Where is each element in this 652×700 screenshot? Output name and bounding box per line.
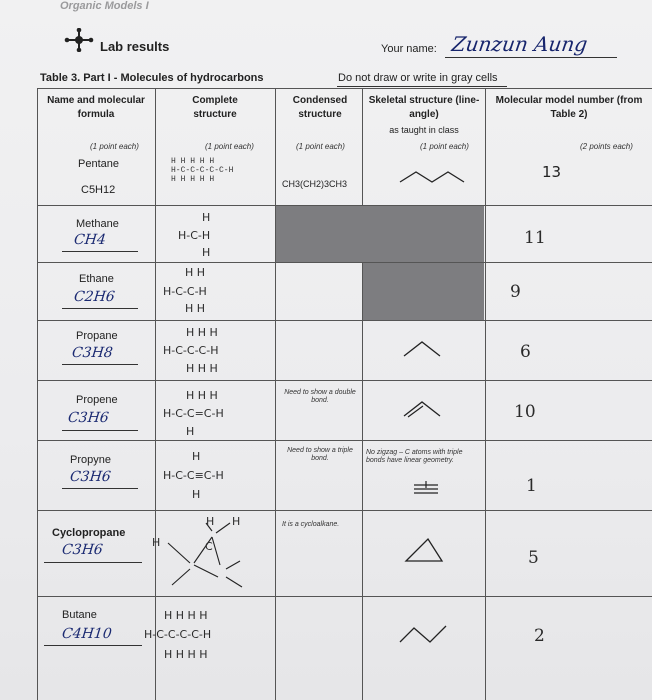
formula-underline bbox=[62, 251, 138, 252]
model-number-butane[interactable]: 2 bbox=[534, 626, 545, 646]
condensed-pentane: CH3(CH2)3CH3 bbox=[282, 179, 348, 189]
cyclopropane-h-top-left: H bbox=[206, 515, 215, 528]
complete-structure-propyne: H-C-C≡C-H bbox=[163, 469, 224, 482]
skeletal-propane bbox=[404, 340, 440, 358]
grid-line bbox=[37, 320, 652, 321]
skeletal-pentane bbox=[400, 168, 464, 190]
grid-line bbox=[37, 510, 652, 511]
skeletal-cyclopropane bbox=[404, 537, 444, 563]
row-name-propene: Propene bbox=[76, 394, 118, 406]
skeletal-propyne bbox=[414, 484, 438, 494]
complete-structure-methane: H-C-H bbox=[178, 229, 211, 242]
complete-structure-butane: H-C-C-C-C-H bbox=[144, 628, 212, 641]
formula-underline bbox=[62, 430, 138, 431]
complete-structure-butane-top: H H H H bbox=[164, 609, 208, 622]
row-name-methane: Methane bbox=[76, 218, 119, 230]
complete-structure-ethane-top: H H bbox=[185, 266, 206, 279]
formula-underline bbox=[44, 645, 142, 646]
model-number-propane[interactable]: 6 bbox=[520, 342, 531, 362]
row-formula-butane[interactable]: C4H10 bbox=[61, 626, 113, 642]
name-field[interactable]: Zunzun Aung bbox=[450, 32, 590, 56]
grid-line bbox=[37, 596, 652, 597]
grid-line bbox=[155, 88, 156, 700]
complete-structure-ethane-bot: H H bbox=[185, 302, 206, 315]
gray-cell-methane bbox=[276, 206, 484, 262]
formula-underline bbox=[44, 562, 142, 563]
row-formula-pentane: C5H12 bbox=[81, 184, 116, 196]
grid-line bbox=[362, 88, 363, 700]
model-number-propyne[interactable]: 1 bbox=[526, 476, 537, 496]
cyclopropane-c: C bbox=[205, 540, 213, 553]
row-name-butane: Butane bbox=[62, 609, 97, 621]
grid-line bbox=[37, 88, 38, 700]
model-number-methane[interactable]: 11 bbox=[524, 228, 546, 248]
name-underline bbox=[445, 57, 617, 58]
formula-underline bbox=[62, 364, 138, 365]
col-header-name: Name and molecular formula bbox=[47, 95, 145, 120]
complete-structure-propene-top: H H H bbox=[186, 389, 218, 402]
row-name-cyclopropane: Cyclopropane bbox=[52, 527, 126, 539]
cyclopropane-h-left: H bbox=[152, 536, 161, 549]
page-title: Lab results bbox=[100, 39, 170, 54]
row-formula-cyclopropane[interactable]: C3H6 bbox=[61, 542, 104, 558]
molecule-icon bbox=[64, 28, 94, 52]
complete-structure-methane-bot: H bbox=[202, 246, 211, 259]
note-cyclopropane: It is a cycloalkane. bbox=[282, 521, 340, 528]
formula-underline bbox=[62, 308, 138, 309]
gray-cells-note: Do not draw or write in gray cells bbox=[338, 72, 498, 84]
complete-structure-propene-bot: H bbox=[186, 425, 195, 438]
points-note: (1 point each) bbox=[90, 142, 139, 151]
grid-line bbox=[275, 88, 276, 700]
skeletal-note-propyne: No zigzag – C atoms with triple bonds have linear geometry. bbox=[366, 449, 463, 464]
formula-underline bbox=[62, 488, 138, 489]
row-name-propyne: Propyne bbox=[70, 454, 111, 466]
model-number-cyclopropane[interactable]: 5 bbox=[528, 548, 539, 568]
complete-structure-propane-bot: H H H bbox=[186, 362, 218, 375]
complete-structure-propane-top: H H H bbox=[186, 326, 218, 339]
complete-structure-propyne-bot: H bbox=[192, 488, 201, 501]
col-header-model: Molecular model number (from Table 2) bbox=[495, 95, 643, 120]
gray-note-underline bbox=[337, 86, 507, 87]
table-title: Table 3. Part I - Molecules of hydrocarbons bbox=[40, 72, 264, 84]
grid-line bbox=[485, 88, 486, 700]
row-formula-ethane[interactable]: C2H6 bbox=[73, 289, 116, 305]
row-name-pentane: Pentane bbox=[78, 158, 119, 170]
complete-structure-propene: H-C-C=C-H bbox=[163, 407, 224, 420]
model-number-ethane[interactable]: 9 bbox=[510, 282, 521, 302]
points-note: (1 point each) bbox=[205, 142, 254, 151]
section-title: Organic Models I bbox=[60, 0, 149, 12]
col-header-condensed: Condensed structure bbox=[292, 95, 348, 120]
col-header-complete: Complete structure bbox=[192, 95, 238, 120]
col-header-skeletal: Skeletal structure (line-angle) bbox=[368, 95, 480, 120]
grid-line bbox=[37, 440, 652, 441]
complete-structure-butane-bot: H H H H bbox=[164, 648, 208, 661]
row-formula-methane[interactable]: CH4 bbox=[73, 232, 107, 248]
skeletal-butane bbox=[400, 624, 446, 644]
row-name-propane: Propane bbox=[76, 330, 118, 342]
row-formula-propane[interactable]: C3H8 bbox=[71, 345, 114, 361]
row-formula-propyne[interactable]: C3H6 bbox=[69, 469, 112, 485]
model-number-propene[interactable]: 10 bbox=[514, 402, 536, 422]
note-propene: Need to show a double bond. bbox=[284, 389, 356, 404]
complete-structure-methane-top: H bbox=[202, 211, 211, 224]
grid-line bbox=[37, 88, 652, 89]
points-note: (1 point each) bbox=[296, 142, 345, 151]
row-name-ethane: Ethane bbox=[79, 273, 114, 285]
gray-cell-ethane bbox=[363, 263, 484, 320]
model-number-pentane: 13 bbox=[542, 163, 562, 181]
col-header-skeletal-sub: as taught in class bbox=[389, 125, 459, 135]
grid-line bbox=[37, 380, 652, 381]
note-propyne: Need to show a triple bond. bbox=[287, 447, 353, 462]
complete-structure-pentane: H H H H H H-C-C-C-C-C-H H H H H H bbox=[171, 157, 234, 184]
points-note: (1 point each) bbox=[420, 142, 469, 151]
points-note: (2 points each) bbox=[580, 142, 633, 151]
cyclopropane-h-top-right: H bbox=[232, 515, 241, 528]
complete-structure-propyne-top: H bbox=[192, 450, 201, 463]
grid-line bbox=[37, 262, 652, 263]
complete-structure-ethane: H-C-C-H bbox=[163, 285, 207, 298]
skeletal-propene bbox=[404, 400, 440, 418]
complete-structure-propane: H-C-C-C-H bbox=[163, 344, 219, 357]
name-label: Your name: bbox=[381, 43, 437, 55]
row-formula-propene[interactable]: C3H6 bbox=[67, 410, 110, 426]
